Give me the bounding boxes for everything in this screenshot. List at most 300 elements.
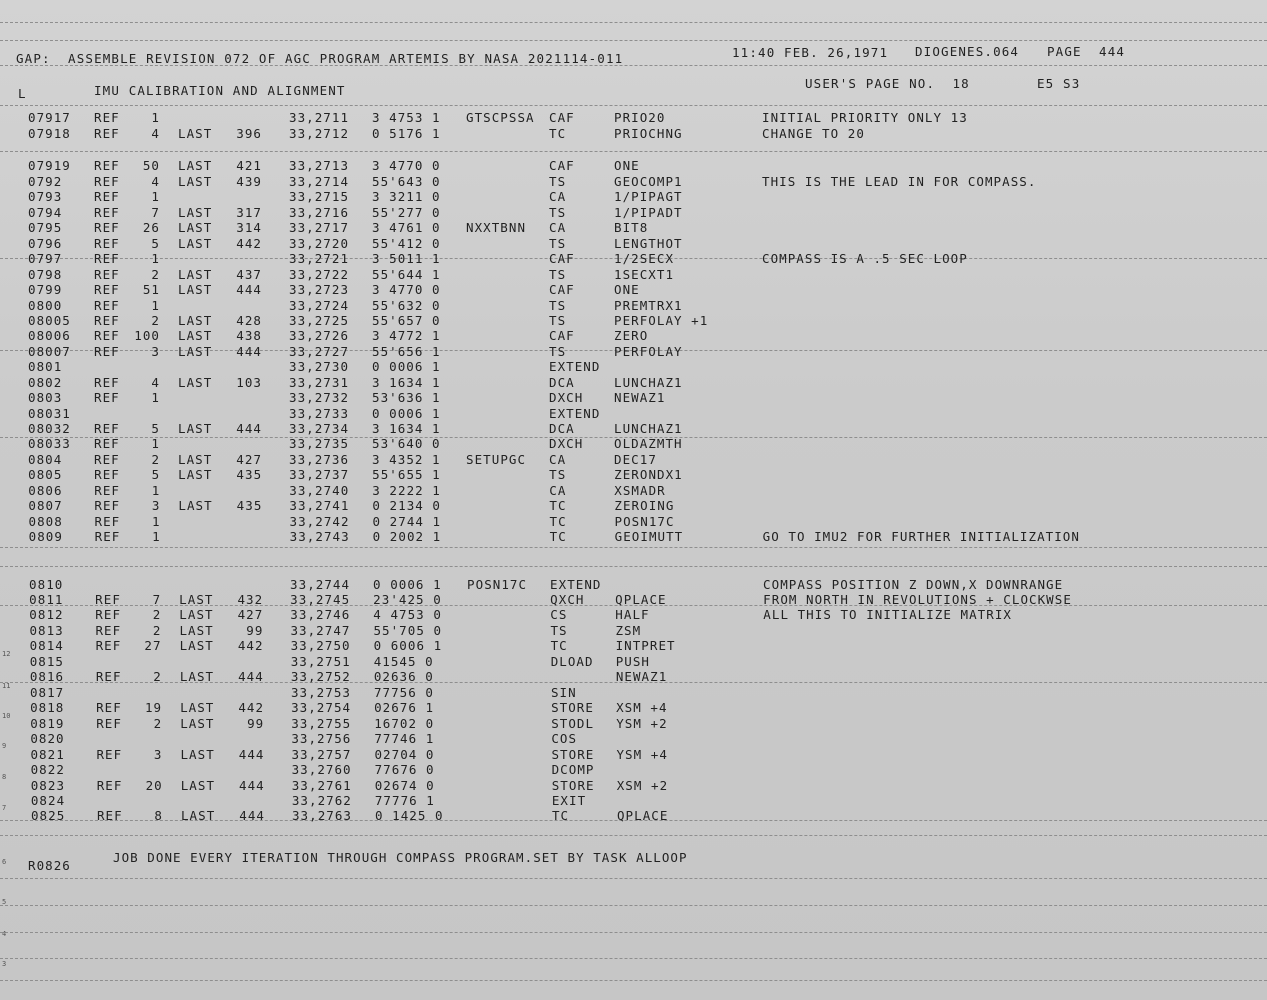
row-op: CAF [549,251,575,266]
row-refnum: 100 [134,328,160,343]
row-lastnum: 444 [239,778,265,793]
row-ref: REF [95,607,122,622]
row-oct: 3 2222 1 [372,483,441,498]
row-oct: 55'657 0 [372,313,441,328]
row-op: CAF [549,328,575,343]
row-last: LAST [178,158,213,173]
row-ref: REF [96,700,122,715]
row-ref: REF [94,158,120,173]
row-op: DXCH [549,390,584,405]
row-loc: 08032 [28,421,71,436]
row-addr: 33,2717 [289,220,350,235]
ruling-line [0,878,1267,879]
row-oct: 02636 0 [373,669,434,684]
row-oct: 3 4352 1 [372,452,441,467]
row-ref: REF [94,298,120,313]
row-operand: BIT8 [614,220,649,235]
row-op: TS [549,344,567,359]
row-comment: CHANGE TO 20 [762,126,865,141]
section-title: IMU CALIBRATION AND ALIGNMENT [94,83,346,98]
row-loc: 0817 [29,685,65,700]
row-refnum: 2 [153,716,163,731]
row-oct: 77756 0 [373,685,434,700]
row-op: DCOMP [551,762,595,777]
row-last: LAST [178,220,213,235]
row-op: CA [549,452,567,467]
row-loc: 0803 [28,390,63,405]
row-addr: 33,2740 [289,483,350,498]
row-refnum: 5 [151,421,160,436]
row-ref: REF [96,808,123,823]
row-oct: 0 5176 1 [372,126,441,141]
row-addr: 33,2720 [289,236,350,251]
row-op: EXTEND [550,577,602,592]
row-lastnum: 103 [236,375,262,390]
row-op: SIN [550,685,577,700]
row-refnum: 7 [151,205,160,220]
row-addr: 33,2727 [289,344,350,359]
row-addr: 33,2744 [290,577,351,592]
row-op: TS [549,236,567,251]
row-addr: 33,2725 [289,313,350,328]
row-addr: 33,2722 [289,267,350,282]
row-addr: 33,2715 [289,189,350,204]
header-page-number: PAGE 444 [1047,44,1126,59]
row-refnum: 1 [151,189,160,204]
row-op: TS [549,313,567,328]
row-op: CAF [549,282,575,297]
row-loc: 0822 [30,762,65,777]
row-refnum: 19 [144,700,163,715]
row-lastnum: 428 [236,313,262,328]
row-operand: ZSM [615,623,642,638]
row-oct: 55'705 0 [373,623,443,638]
row-loc: 0809 [28,529,63,544]
row-loc: 0805 [28,467,63,482]
row-oct: 77676 0 [374,762,435,777]
row-op: COS [551,731,578,746]
row-operand: LUNCHAZ1 [614,375,683,390]
row-oct: 3 3211 0 [372,189,441,204]
row-loc: 0808 [28,514,63,529]
row-last: LAST [178,267,213,282]
row-comment: COMPASS POSITION Z DOWN,X DOWNRANGE [763,577,1064,592]
row-loc: 0793 [28,189,63,204]
row-ref: REF [96,778,123,793]
row-oct: 3 4753 1 [372,110,441,125]
remark-location: R0826 [28,858,71,873]
row-ref: REF [94,267,120,282]
row-ref: REF [94,174,120,189]
row-refnum: 2 [151,452,161,467]
row-ref: REF [94,189,120,204]
margin-number: 6 [2,858,7,866]
row-last: LAST [180,747,215,762]
ruling-line [0,932,1267,933]
row-label: NXXTBNN [466,220,527,235]
row-addr: 33,2761 [291,778,352,793]
ruling-line [0,105,1267,106]
row-ref: REF [94,328,120,343]
row-addr: 33,2730 [289,359,350,374]
header-operator: DIOGENES.064 [915,44,1020,59]
row-addr: 33,2746 [290,607,351,622]
row-loc: 0798 [28,267,63,282]
row-lastnum: 317 [236,205,262,220]
row-refnum: 50 [142,158,160,173]
row-operand: PUSH [615,654,650,669]
row-oct: 0 0006 1 [372,406,441,421]
row-op: DLOAD [550,654,594,669]
row-addr: 33,2713 [289,158,350,173]
row-oct: 4 4753 0 [373,607,442,622]
row-oct: 55'412 0 [372,236,441,251]
row-loc: 08031 [28,406,71,421]
row-operand: PRIO20 [614,110,666,125]
row-refnum: 27 [144,638,162,653]
row-loc: 0812 [29,607,64,622]
row-oct: 0 0006 1 [372,359,441,374]
row-op: EXTEND [549,406,601,421]
row-operand: XSM +2 [616,778,669,793]
row-ref: REF [94,375,120,390]
row-ref: REF [94,514,121,529]
row-refnum: 7 [152,592,162,607]
row-ref: REF [94,344,120,359]
margin-number: 11 [2,682,11,690]
row-op: STORE [551,700,594,715]
row-lastnum: 427 [237,607,264,622]
row-op: TC [549,529,567,544]
row-loc: 0796 [28,236,63,251]
row-oct: 3 4770 0 [372,282,441,297]
row-op: DCA [549,421,575,436]
row-loc: 07918 [28,126,71,141]
ruling-line [0,547,1267,548]
row-operand: YSM +2 [616,716,668,731]
header-timestamp: 11:40 FEB. 26,1971 [732,45,889,60]
row-comment: ALL THIS TO INITIALIZE MATRIX [763,607,1012,622]
row-addr: 33,2757 [291,747,352,762]
row-refnum: 2 [153,669,162,684]
row-addr: 33,2736 [289,452,350,467]
row-addr: 33,2721 [289,251,350,266]
row-op: CAF [549,110,575,125]
row-ref: REF [94,498,121,513]
row-loc: 0810 [29,577,64,592]
row-ref: REF [96,716,122,731]
row-operand: PREMTRX1 [614,298,683,313]
row-loc: 0792 [28,174,63,189]
row-op: TS [549,298,567,313]
row-loc: 0797 [28,251,63,266]
row-last: LAST [179,607,214,622]
row-ref: REF [94,110,120,125]
row-lastnum: 99 [247,716,265,731]
row-lastnum: 444 [239,808,265,823]
row-refnum: 3 [151,498,161,513]
row-op: TS [549,467,567,482]
row-refnum: 1 [151,298,160,313]
row-comment: GO TO IMU2 FOR FURTHER INITIALIZATION [762,529,1080,544]
row-addr: 33,2755 [291,716,352,731]
row-lastnum: 444 [236,282,262,297]
row-loc: 08033 [28,436,71,451]
row-loc: 0804 [28,452,63,467]
row-op: CAF [549,158,575,173]
row-oct: 3 5011 1 [372,251,441,266]
ruling-line [0,835,1267,836]
row-refnum: 2 [152,607,162,622]
row-refnum: 1 [151,483,161,498]
row-ref: REF [94,313,120,328]
row-label: GTSCPSSA [466,110,535,125]
row-oct: 55'656 1 [372,344,441,359]
row-lastnum: 442 [238,700,265,715]
row-last: LAST [178,313,213,328]
row-refnum: 3 [151,344,160,359]
row-lastnum: 444 [236,421,262,436]
row-ref: REF [95,638,122,653]
row-oct: 16702 0 [374,716,435,731]
row-op: TC [549,126,567,141]
row-lastnum: 427 [236,452,263,467]
row-loc: 0820 [30,731,65,746]
row-operand: QPLACE [615,592,667,607]
row-op: TC [549,514,567,529]
row-comment: COMPASS IS A .5 SEC LOOP [762,251,968,266]
row-ref: REF [96,747,123,762]
row-op: EXIT [551,793,587,808]
row-op: TC [549,498,567,513]
margin-number: 5 [2,898,7,906]
margin-number: 3 [2,960,7,968]
row-ref: REF [94,282,120,297]
row-lastnum: 438 [236,328,262,343]
row-ref: REF [94,236,120,251]
ruling-line [0,566,1267,567]
row-loc: 08006 [28,328,71,343]
row-oct: 55'644 1 [372,267,441,282]
row-last: LAST [178,236,213,251]
row-ref: REF [94,126,120,141]
row-operand: 1/2SECX [614,251,675,266]
row-last: LAST [178,467,213,482]
row-loc: 0801 [28,359,63,374]
ruling-line [0,980,1267,981]
row-lastnum: 421 [236,158,262,173]
margin-number: 10 [2,712,11,720]
row-lastnum: 435 [236,498,263,513]
row-loc: 0807 [28,498,63,513]
row-operand: PRIOCHNG [614,126,683,141]
row-operand: LENGTHOT [614,236,683,251]
row-addr: 33,2741 [289,498,350,513]
row-oct: 55'655 1 [372,467,441,482]
header-col-l: L [18,86,27,101]
row-loc: 0819 [30,716,65,731]
row-lastnum: 442 [237,638,264,653]
row-lastnum: 99 [246,623,264,638]
row-lastnum: 442 [236,236,262,251]
row-oct: 55'632 0 [372,298,441,313]
row-op: TS [549,267,567,282]
header-code: E5 S3 [1037,76,1081,91]
row-last: LAST [180,778,216,793]
row-op: QXCH [550,592,585,607]
row-lastnum: 432 [237,592,264,607]
row-refnum: 2 [151,267,160,282]
row-refnum: 1 [152,529,161,544]
row-oct: 0 0006 1 [373,577,442,592]
row-addr: 33,2756 [291,731,352,746]
row-addr: 33,2747 [290,623,351,638]
row-operand: ONE [614,282,640,297]
row-ref: REF [94,452,120,467]
row-loc: 0821 [30,747,65,762]
margin-number: 7 [2,804,7,812]
row-label: SETUPGC [466,452,527,467]
row-ref: REF [95,592,121,607]
row-operand: PERFOLAY +1 [614,313,709,328]
row-loc: 0818 [30,700,65,715]
row-operand: ZEROING [614,498,675,513]
row-ref: REF [94,436,120,451]
margin-number: 12 [2,650,11,658]
row-loc: 0802 [28,375,63,390]
row-operand: ZERONDX1 [614,467,683,482]
row-lastnum: 435 [236,467,263,482]
ruling-line [0,905,1267,906]
row-last: LAST [178,282,213,297]
row-operand: ZERO [614,328,649,343]
ruling-line [0,958,1267,959]
row-refnum: 2 [151,313,160,328]
row-refnum: 5 [151,467,161,482]
row-op: TC [551,808,570,823]
row-lastnum: 444 [236,344,262,359]
row-comment: THIS IS THE LEAD IN FOR COMPASS. [762,174,1037,189]
row-refnum: 20 [145,778,163,793]
row-comment: INITIAL PRIORITY ONLY 13 [762,110,968,125]
row-operand: LUNCHAZ1 [614,421,683,436]
row-oct: 77776 1 [374,793,435,808]
row-addr: 33,2737 [289,467,350,482]
row-operand: QPLACE [616,808,669,823]
row-lastnum: 444 [238,669,264,684]
row-addr: 33,2750 [290,638,351,653]
row-ref: REF [94,205,120,220]
row-refnum: 1 [151,251,160,266]
row-loc: 0800 [28,298,63,313]
row-operand: HALF [615,607,650,622]
row-op: CA [549,483,567,498]
row-loc: 0806 [28,483,63,498]
row-oct: 77746 1 [374,731,435,746]
row-refnum: 5 [151,236,160,251]
row-oct: 41545 0 [373,654,434,669]
row-last: LAST [179,669,215,684]
ruling-line [0,22,1267,23]
row-addr: 33,2734 [289,421,350,436]
row-addr: 33,2753 [290,685,351,700]
row-last: LAST [178,126,213,141]
row-refnum: 1 [151,436,160,451]
row-ref: REF [95,623,122,638]
row-operand: NEWAZ1 [614,390,666,405]
row-oct: 3 4770 0 [372,158,441,173]
row-op: TS [550,623,568,638]
row-last: LAST [178,375,213,390]
row-loc: 0815 [29,654,64,669]
row-addr: 33,2745 [290,592,351,607]
row-oct: 02704 0 [374,747,435,762]
row-op: TS [549,205,567,220]
row-loc: 0825 [30,808,66,823]
row-loc: 08007 [28,344,71,359]
row-last: LAST [179,638,214,653]
row-oct: 0 2744 1 [372,514,442,529]
row-last: LAST [180,808,216,823]
assembly-header: GAP: ASSEMBLE REVISION 072 OF AGC PROGRAM ARTEMIS BY NASA 2021114-011 [16,51,624,66]
row-oct: 55'277 0 [372,205,441,220]
row-refnum: 4 [151,375,160,390]
row-ref: REF [94,483,120,498]
row-last: LAST [178,421,213,436]
row-loc: 0811 [29,592,64,607]
row-loc: 07917 [28,110,71,125]
row-loc: 0795 [28,220,63,235]
row-operand: XSM +4 [616,700,668,715]
row-loc: 0813 [29,623,64,638]
row-addr: 33,2760 [291,762,352,777]
row-ref: REF [94,529,121,544]
row-op: STORE [551,747,595,762]
row-operand: POSN17C [614,514,675,529]
row-last: LAST [178,205,213,220]
row-addr: 33,2762 [291,793,352,808]
row-oct: 3 4772 1 [372,328,441,343]
row-oct: 02676 1 [374,700,435,715]
row-ref: REF [95,669,122,684]
row-addr: 33,2714 [289,174,350,189]
row-addr: 33,2743 [289,529,350,544]
row-addr: 33,2711 [289,110,350,125]
row-addr: 33,2726 [289,328,350,343]
row-loc: 07919 [28,158,71,173]
row-addr: 33,2712 [289,126,350,141]
row-ref: REF [94,390,120,405]
row-comment: FROM NORTH IN REVOLUTIONS + CLOCKWSE [763,592,1072,607]
row-operand: XSMADR [614,483,666,498]
row-oct: 53'636 1 [372,390,441,405]
row-refnum: 2 [152,623,162,638]
ruling-line [0,151,1267,152]
row-addr: 33,2735 [289,436,350,451]
ruling-line [0,40,1267,41]
row-op: STORE [551,778,595,793]
row-addr: 33,2732 [289,390,350,405]
row-refnum: 1 [151,514,161,529]
margin-number: 8 [2,773,7,781]
row-operand: YSM +4 [616,747,668,762]
row-ref: REF [94,251,120,266]
row-operand: DEC17 [614,452,657,467]
row-oct: 0 1425 0 [374,808,444,823]
remark-text: JOB DONE EVERY ITERATION THROUGH COMPASS PROGRAM.SET BY TASK ALLOOP [113,850,688,865]
row-refnum: 1 [151,390,160,405]
row-last: LAST [178,328,213,343]
